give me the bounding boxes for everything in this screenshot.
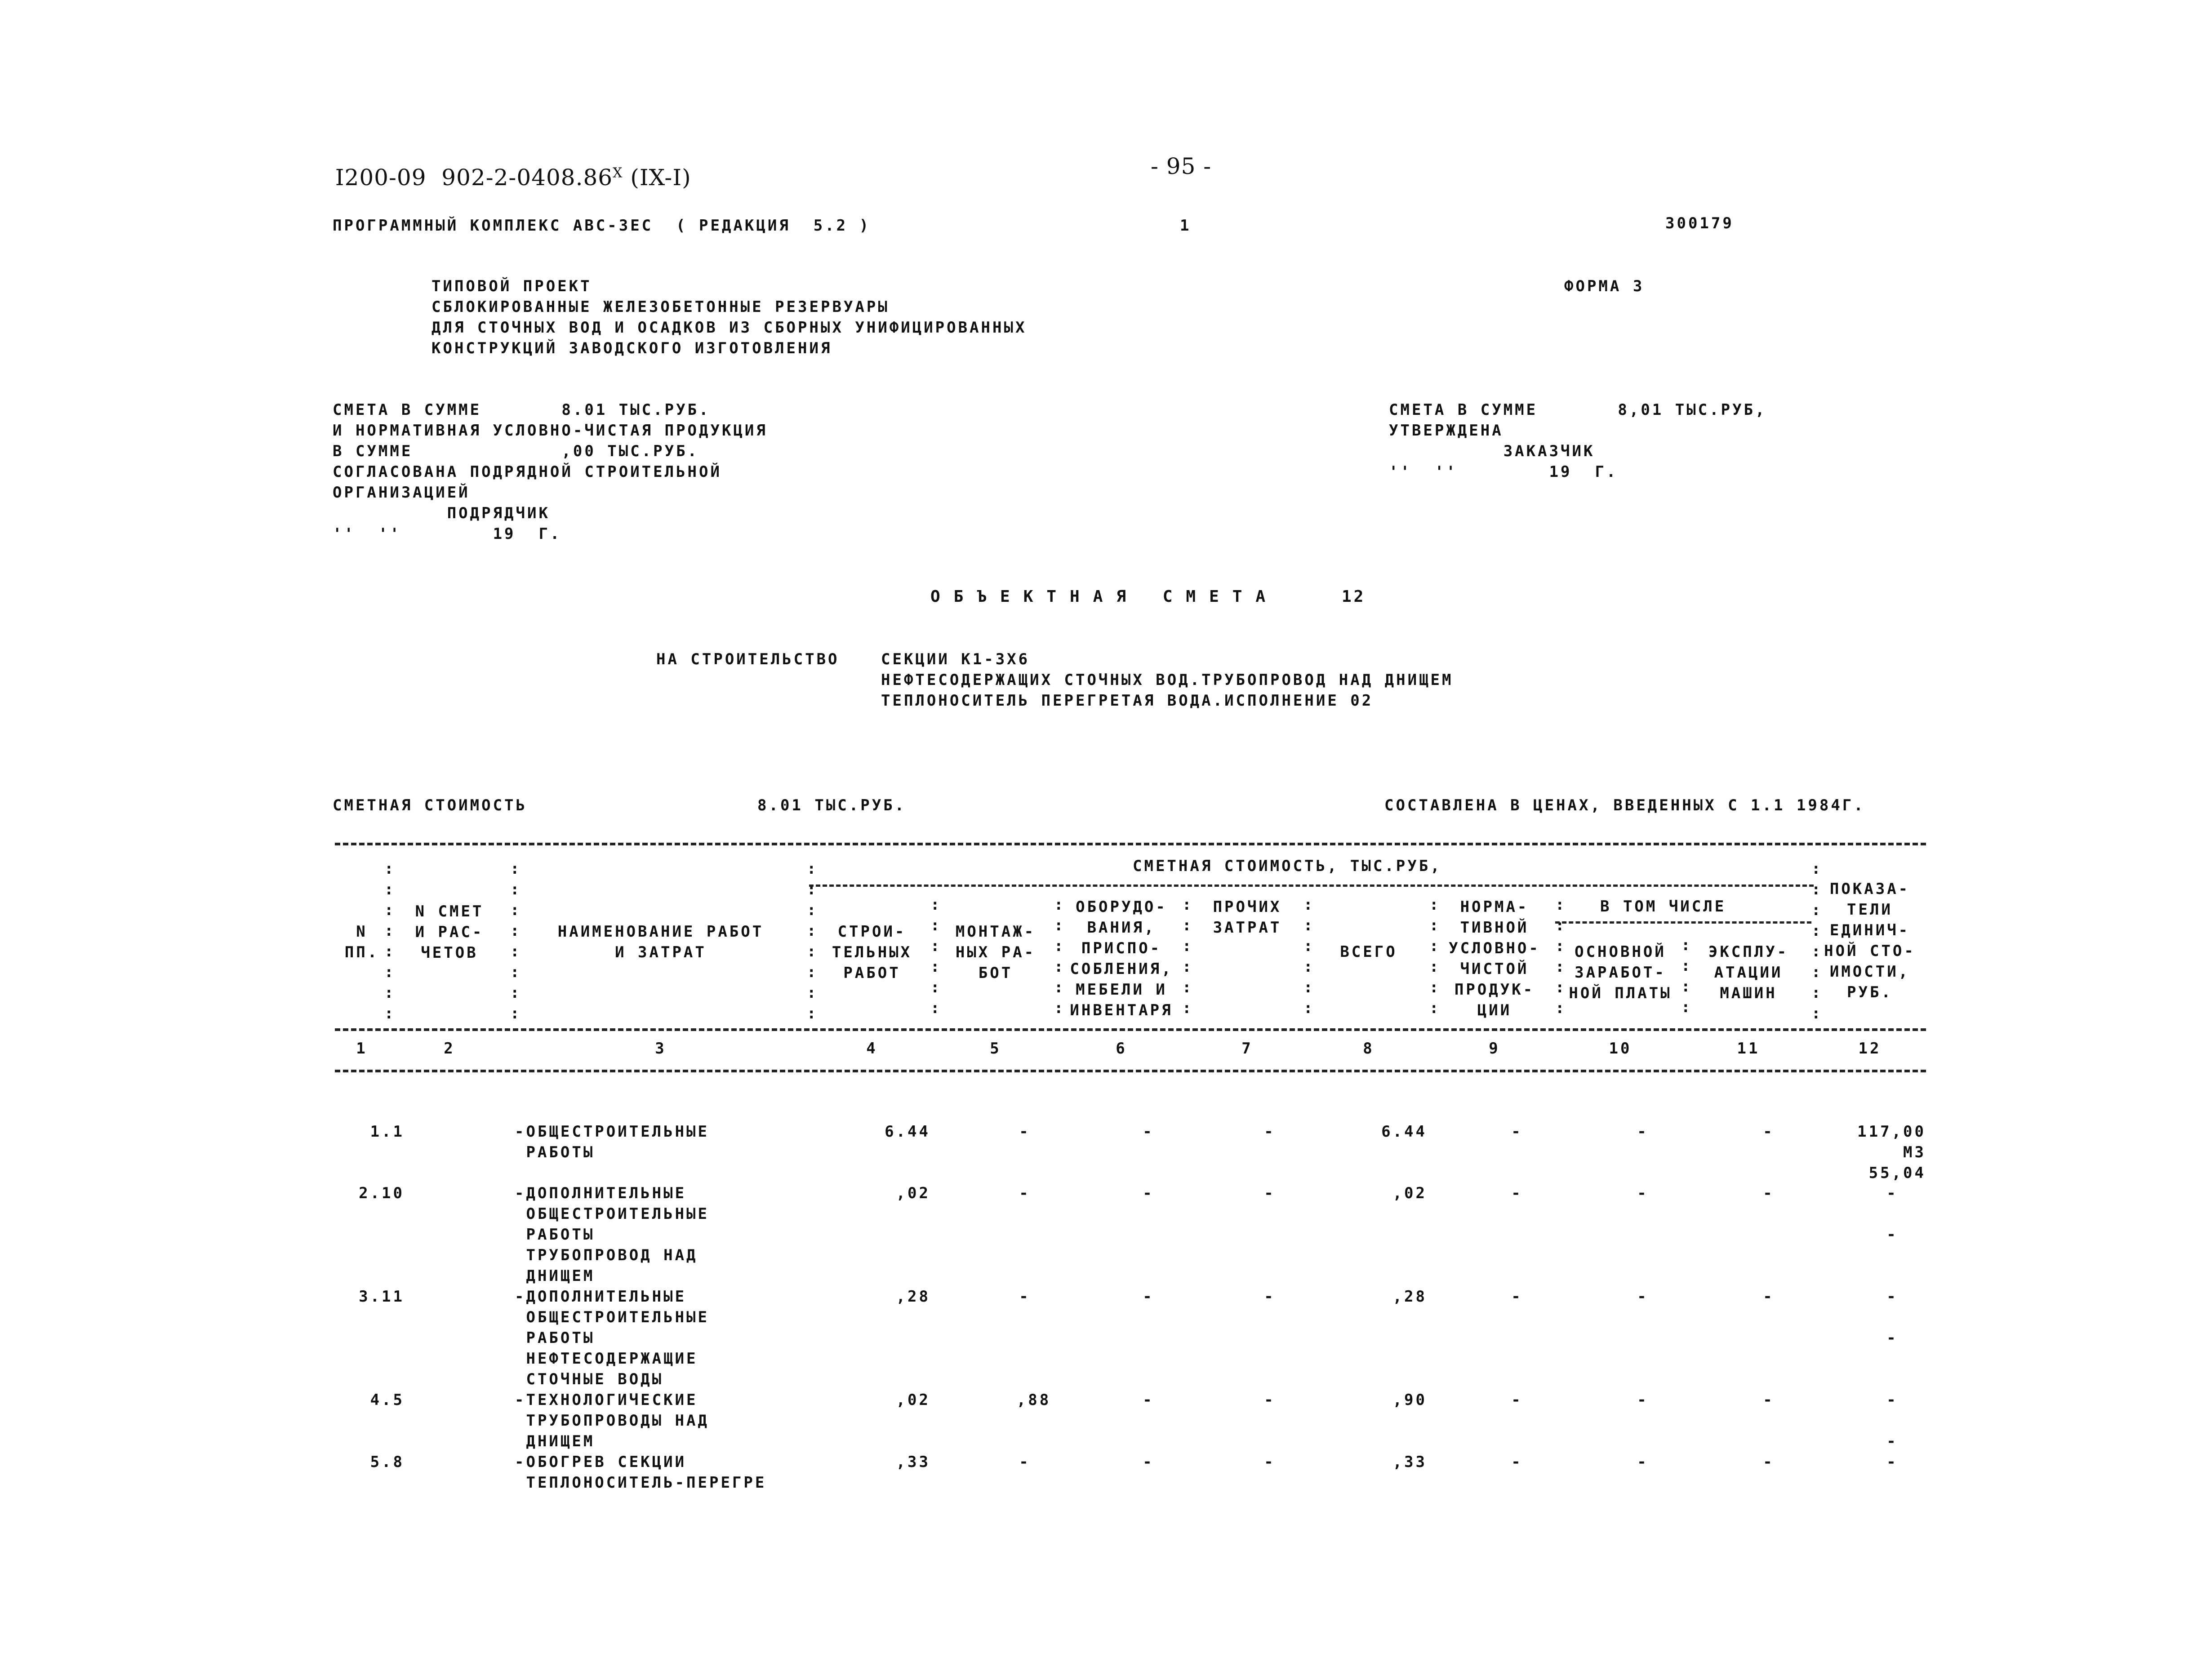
separator: : : : : : : : : bbox=[807, 860, 818, 1022]
cell-other: - bbox=[1264, 1453, 1276, 1471]
document-code bbox=[320, 144, 691, 189]
cell-indicators: 117,00 М3 55,04 bbox=[1857, 1123, 1926, 1182]
cell-equipment: - bbox=[1143, 1184, 1154, 1202]
cell-salary: - bbox=[1637, 1184, 1649, 1202]
program-line: ПРОГРАММНЫЙ КОМПЛЕКС АВС-3ЕС ( РЕДАКЦИЯ 5.2 ) bbox=[333, 217, 871, 235]
column-number: 3 bbox=[655, 1040, 667, 1058]
cell-other: - bbox=[1264, 1184, 1276, 1202]
column-number: 11 bbox=[1737, 1040, 1760, 1058]
header-installation: МОНТАЖ- НЫХ РА- БОТ bbox=[955, 923, 1036, 982]
cell-indicators: - - bbox=[1886, 1184, 1898, 1244]
group-header-rule bbox=[809, 884, 1814, 887]
separator: : : : : : : bbox=[1054, 896, 1066, 1017]
cell-work-name: -ОБОГРЕВ СЕКЦИИ ТЕПЛОНОСИТЕЛЬ-ПЕРЕГРЕ bbox=[515, 1453, 767, 1492]
cell-other: - bbox=[1264, 1391, 1276, 1409]
cell-construction: ,02 bbox=[896, 1391, 930, 1409]
estimate-title-number: 12 bbox=[1342, 587, 1366, 606]
cell-total: ,33 bbox=[1392, 1453, 1427, 1471]
column-number: 8 bbox=[1363, 1040, 1375, 1058]
header-work-name: НАИМЕНОВАНИЕ РАБОТ И ЗАТРАТ bbox=[557, 923, 764, 961]
approval-line: В СУММЕ ,00 ТЫС.РУБ. bbox=[333, 442, 699, 460]
column-number: 5 bbox=[990, 1040, 1001, 1058]
cell-work-name: -ДОПОЛНИТЕЛЬНЫЕ ОБЩЕСТРОИТЕЛЬНЫЕ РАБОТЫ НЕФТЕСОДЕРЖАЩИЕ СТОЧНЫЕ ВОДЫ bbox=[515, 1288, 709, 1388]
cell-equipment: - bbox=[1143, 1123, 1154, 1141]
header-normative: НОРМА- ТИВНОЙ УСЛОВНО- ЧИСТОЙ ПРОДУК- ЦИИ bbox=[1449, 898, 1540, 1019]
cost-value: 8.01 ТЫС.РУБ. bbox=[757, 796, 907, 814]
object-line: НЕФТЕСОДЕРЖАЩИХ СТОЧНЫХ ВОД.ТРУБОПРОВОД НАД ДНИЩЕМ bbox=[881, 671, 1454, 689]
column-number: 1 bbox=[356, 1040, 368, 1058]
cell-npp: 4.5 bbox=[370, 1391, 405, 1409]
cell-total: ,28 bbox=[1392, 1288, 1427, 1306]
cell-normative: - bbox=[1511, 1391, 1523, 1409]
approval-line: СОГЛАСОВАНА ПОДРЯДНОЙ СТРОИТЕЛЬНОЙ bbox=[333, 463, 722, 481]
cell-npp: 5.8 bbox=[370, 1453, 405, 1471]
cell-normative: - bbox=[1511, 1288, 1523, 1306]
cell-total: 6.44 bbox=[1381, 1123, 1427, 1141]
header-machines: ЭКСПЛУ- АТАЦИИ МАШИН bbox=[1708, 943, 1789, 1002]
colnum-bottom-rule bbox=[335, 1070, 1926, 1072]
cell-installation: ,88 bbox=[1016, 1391, 1051, 1409]
approval-line: СМЕТА В СУММЕ 8.01 ТЫС.РУБ. bbox=[333, 401, 711, 419]
separator: : : : : : : bbox=[930, 896, 942, 1017]
cell-npp: 1.1 bbox=[370, 1123, 405, 1141]
separator: : : : : bbox=[1681, 936, 1693, 1016]
cell-construction: ,33 bbox=[896, 1453, 930, 1471]
cell-npp: 2.10 bbox=[359, 1184, 405, 1202]
cell-salary: - bbox=[1637, 1391, 1649, 1409]
project-line: КОНСТРУКЦИЙ ЗАВОДСКОГО ИЗГОТОВЛЕНИЯ bbox=[431, 339, 832, 357]
table-top-rule bbox=[335, 843, 1926, 845]
header-indicators: ПОКАЗА- ТЕЛИ ЕДИНИЧ- НОЙ СТО- ИМОСТИ, РУБ. bbox=[1824, 880, 1916, 1001]
cell-machines: - bbox=[1763, 1184, 1775, 1202]
document-code-sup: X bbox=[613, 165, 623, 181]
approval-line: СМЕТА В СУММЕ 8,01 ТЫС.РУБ, bbox=[1389, 401, 1767, 419]
separator: : : : : : : : : bbox=[510, 860, 522, 1022]
cell-indicators: - bbox=[1886, 1453, 1898, 1471]
cell-normative: - bbox=[1511, 1123, 1523, 1141]
header-bottom-rule bbox=[335, 1028, 1926, 1031]
separator: : : : : : : bbox=[1555, 896, 1567, 1017]
cell-equipment: - bbox=[1143, 1391, 1154, 1409]
estimate-title: ОБЪЕКТНАЯ СМЕТА bbox=[930, 587, 1279, 606]
cell-other: - bbox=[1264, 1288, 1276, 1306]
cell-salary: - bbox=[1637, 1453, 1649, 1471]
cell-installation: - bbox=[1019, 1453, 1031, 1471]
header-equipment: ОБОРУДО- ВАНИЯ, ПРИСПО- СОБЛЕНИЯ, МЕБЕЛИ И ИНВЕНТАРЯ bbox=[1070, 898, 1173, 1019]
object-line: ТЕПЛОНОСИТЕЛЬ ПЕРЕГРЕТАЯ ВОДА.ИСПОЛНЕНИЕ 02 bbox=[881, 692, 1374, 710]
approval-line: ЗАКАЗЧИК bbox=[1389, 442, 1595, 460]
cell-salary: - bbox=[1637, 1288, 1649, 1306]
approval-line: И НОРМАТИВНАЯ УСЛОВНО-ЧИСТАЯ ПРОДУКЦИЯ bbox=[333, 422, 768, 440]
separator: : : : : : : bbox=[1429, 896, 1441, 1017]
group-header: СМЕТНАЯ СТОИМОСТЬ, ТЫС.РУБ, bbox=[1133, 857, 1442, 875]
column-number: 9 bbox=[1489, 1040, 1500, 1058]
separator: : : : : : : bbox=[1303, 896, 1315, 1017]
document-code-tail: (IX-I) bbox=[623, 164, 691, 191]
cell-machines: - bbox=[1763, 1453, 1775, 1471]
approval-line: УТВЕРЖДЕНА bbox=[1389, 422, 1504, 440]
page-number: - 95 - bbox=[1151, 153, 1212, 179]
approval-line: ПОДРЯДЧИК bbox=[333, 504, 550, 522]
form-label: ФОРМА 3 bbox=[1564, 277, 1645, 295]
column-number: 7 bbox=[1241, 1040, 1253, 1058]
column-number: 2 bbox=[444, 1040, 455, 1058]
header-npp: N ПП. bbox=[344, 923, 379, 961]
cell-construction: ,02 bbox=[896, 1184, 930, 1202]
header-other: ПРОЧИХ ЗАТРАТ bbox=[1213, 898, 1282, 937]
separator: : : : : : : bbox=[1182, 896, 1194, 1017]
header-salary: ОСНОВНОЙ ЗАРАБОТ- НОЙ ПЛАТЫ bbox=[1569, 943, 1672, 1002]
cell-installation: - bbox=[1019, 1184, 1031, 1202]
cell-other: - bbox=[1264, 1123, 1276, 1141]
cell-total: ,02 bbox=[1392, 1184, 1427, 1202]
object-label: НА СТРОИТЕЛЬСТВО bbox=[656, 650, 840, 668]
separator: : : : : : : : : bbox=[1811, 860, 1823, 1022]
approval-line: '' '' 19 Г. bbox=[333, 525, 562, 543]
cell-normative: - bbox=[1511, 1453, 1523, 1471]
header-estimate-number: N СМЕТ И РАС- ЧЕТОВ bbox=[415, 902, 484, 962]
approval-line: ОРГАНИЗАЦИЕЙ bbox=[333, 484, 470, 502]
cell-work-name: -ОБЩЕСТРОИТЕЛЬНЫЕ РАБОТЫ bbox=[515, 1123, 709, 1161]
cell-indicators: - - bbox=[1886, 1391, 1898, 1450]
cell-machines: - bbox=[1763, 1288, 1775, 1306]
cell-work-name: -ТЕХНОЛОГИЧЕСКИЕ ТРУБОПРОВОДЫ НАД ДНИЩЕМ bbox=[515, 1391, 709, 1450]
cell-installation: - bbox=[1019, 1288, 1031, 1306]
cell-equipment: - bbox=[1143, 1453, 1154, 1471]
column-number: 6 bbox=[1116, 1040, 1127, 1058]
cell-construction: ,28 bbox=[896, 1288, 930, 1306]
header-construction: СТРОИ- ТЕЛЬНЫХ РАБОТ bbox=[832, 923, 912, 982]
separator: : : : : : : : : bbox=[384, 860, 396, 1022]
cell-equipment: - bbox=[1143, 1288, 1154, 1306]
cell-machines: - bbox=[1763, 1391, 1775, 1409]
cell-total: ,90 bbox=[1392, 1391, 1427, 1409]
document-code-main: I200-09 902-2-0408.86 bbox=[335, 164, 613, 191]
cell-work-name: -ДОПОЛНИТЕЛЬНЫЕ ОБЩЕСТРОИТЕЛЬНЫЕ РАБОТЫ ТРУБОПРОВОД НАД ДНИЩЕМ bbox=[515, 1184, 709, 1285]
cell-construction: 6.44 bbox=[885, 1123, 930, 1141]
header-total: ВСЕГО bbox=[1340, 943, 1397, 961]
incl-header: В ТОМ ЧИСЛЕ bbox=[1600, 898, 1726, 916]
cell-npp: 3.11 bbox=[359, 1288, 405, 1306]
object-line: СЕКЦИИ К1-3Х6 bbox=[881, 650, 1030, 668]
cell-salary: - bbox=[1637, 1123, 1649, 1141]
cell-indicators: - - bbox=[1886, 1288, 1898, 1347]
column-number: 4 bbox=[866, 1040, 878, 1058]
project-line: СБЛОКИРОВАННЫЕ ЖЕЛЕЗОБЕТОННЫЕ РЕЗЕРВУАРЫ bbox=[431, 298, 890, 316]
cell-normative: - bbox=[1511, 1184, 1523, 1202]
document-number: 300179 bbox=[1665, 214, 1734, 232]
project-line: ТИПОВОЙ ПРОЕКТ bbox=[431, 277, 592, 295]
column-number: 10 bbox=[1609, 1040, 1632, 1058]
cell-installation: - bbox=[1019, 1123, 1031, 1141]
column-number: 12 bbox=[1858, 1040, 1882, 1058]
approval-line: '' '' 19 Г. bbox=[1389, 463, 1618, 481]
sheet-number: 1 bbox=[1180, 217, 1192, 235]
incl-header-rule bbox=[1555, 921, 1811, 924]
cost-label: СМЕТНАЯ СТОИМОСТЬ bbox=[333, 796, 527, 814]
prices-note: СОСТАВЛЕНА В ЦЕНАХ, ВВЕДЕННЫХ С 1.1 1984Г. bbox=[1384, 796, 1865, 814]
cell-machines: - bbox=[1763, 1123, 1775, 1141]
project-line: ДЛЯ СТОЧНЫХ ВОД И ОСАДКОВ ИЗ СБОРНЫХ УНИФИЦИРОВАННЫХ bbox=[431, 319, 1027, 337]
